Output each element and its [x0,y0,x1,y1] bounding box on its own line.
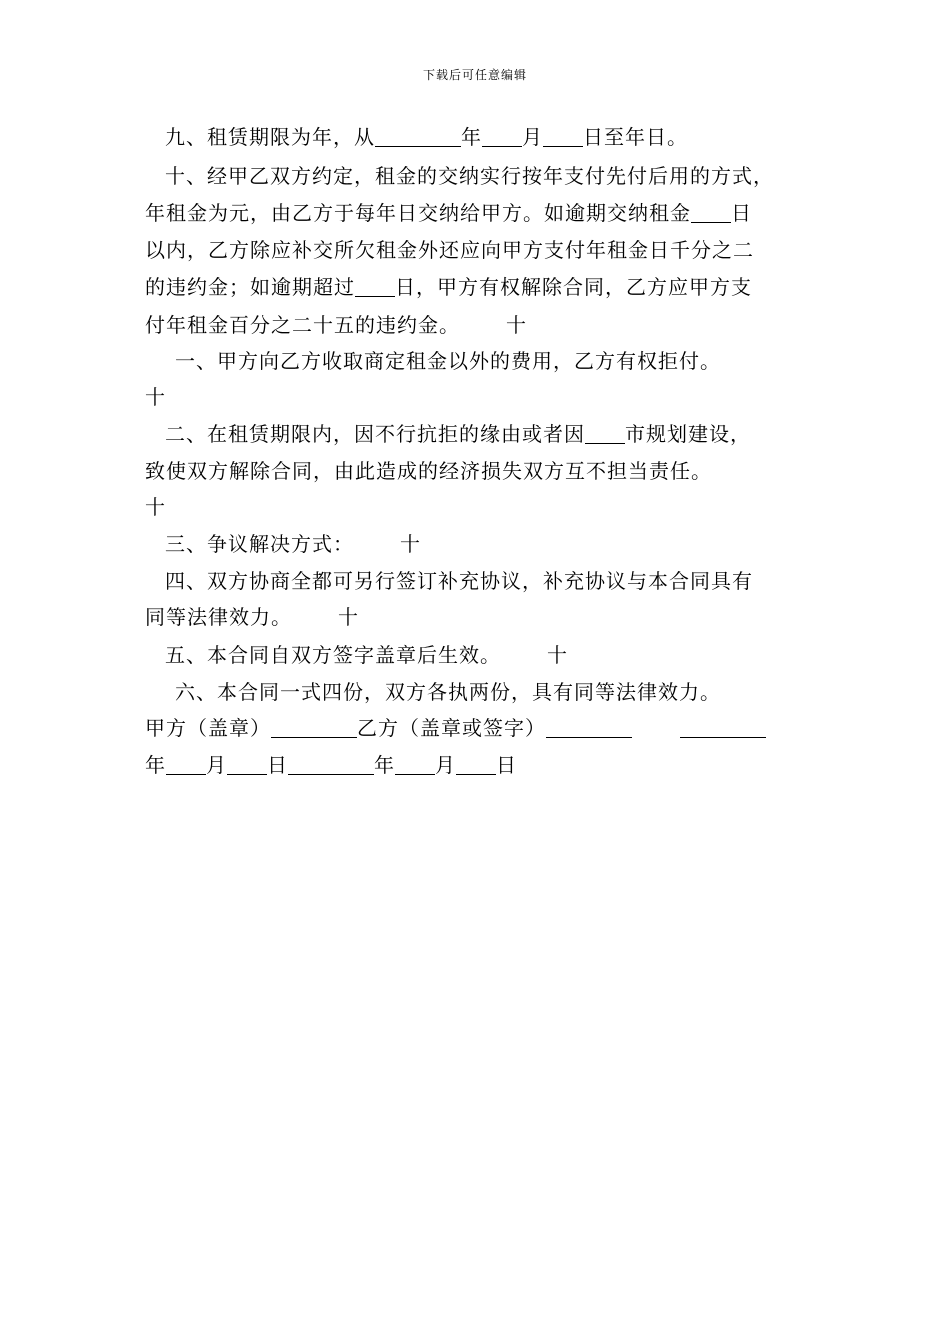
text: 月 [206,753,227,777]
date-line [145,752,517,778]
clause-10-line4 [145,274,752,300]
blank-field[interactable] [395,754,435,775]
text: 年租金为元，由乙方于每年日交纳给甲方。如逾期交纳租金 [145,201,691,225]
party-a-signature-field[interactable] [271,717,357,738]
blank-field[interactable] [543,126,583,147]
text: 十 [338,605,359,629]
clause-10-line3: 以内，乙方除应补交所欠租金外还应向甲方支付年租金日千分之二 [145,238,754,262]
clause-prefix: 十 [145,385,166,409]
page-header: 下载后可任意编辑 [422,68,527,82]
text: 日至年日。 [583,125,688,149]
clause-10: 十、经甲乙双方约定，租金的交纳实行按年支付先付后用的方式， [165,164,774,188]
party-b-signature-field[interactable] [546,717,632,738]
text: 付年租金百分之二十五的违约金。 [145,313,460,337]
blank-field[interactable] [691,202,731,223]
clause-11: 一、甲方向乙方收取商定租金以外的费用，乙方有权拒付。 [175,349,721,373]
clause-15 [165,642,568,668]
text: 三、争议解决方式： [165,532,354,556]
text: 十 [506,313,527,337]
text: 月 [435,753,456,777]
blank-field[interactable] [355,276,395,297]
clause-14: 四、双方协商全都可另行签订补充协议，补充协议与本合同具有 [165,569,753,593]
text: 五、本合同自双方签字盖章后生效。 [165,643,501,667]
text: 年 [374,753,395,777]
text: 日 [496,753,517,777]
blank-field[interactable] [288,754,374,775]
party-b-label: 乙方（盖章或签字） [357,716,546,740]
clause-14-line2 [145,604,359,630]
text: 九、租赁期限为年，从 [165,125,375,149]
text: 日 [267,753,288,777]
blank-field[interactable] [482,126,522,147]
blank-field[interactable] [375,126,461,147]
text: 市规划建设， [625,422,751,446]
clause-prefix: 十 [145,495,166,519]
clause-12 [165,421,751,447]
clause-10-line2 [145,200,752,226]
blank-field[interactable] [166,754,206,775]
text: 日 [731,201,752,225]
signature-line [145,715,766,741]
clause-9 [165,124,688,150]
text: 的违约金；如逾期超过 [145,275,355,299]
text: 同等法律效力。 [145,605,292,629]
text: 十 [400,532,421,556]
blank-field[interactable] [456,754,496,775]
clause-10-line5 [145,312,527,338]
blank-field[interactable] [585,423,625,444]
text: 十 [547,643,568,667]
party-a-label: 甲方（盖章） [145,716,271,740]
clause-13 [165,531,421,557]
blank-field[interactable] [227,754,267,775]
text: 月 [522,125,543,149]
text: 年 [461,125,482,149]
text: 日，甲方有权解除合同，乙方应甲方支 [395,275,752,299]
text: 二、在租赁期限内，因不行抗拒的缘由或者因 [165,422,585,446]
text: 年 [145,753,166,777]
clause-12-line2: 致使双方解除合同，由此造成的经济损失双方互不担当责任。 [145,459,712,483]
blank-field[interactable] [680,717,766,738]
clause-16: 六、本合同一式四份，双方各执两份，具有同等法律效力。 [175,680,721,704]
